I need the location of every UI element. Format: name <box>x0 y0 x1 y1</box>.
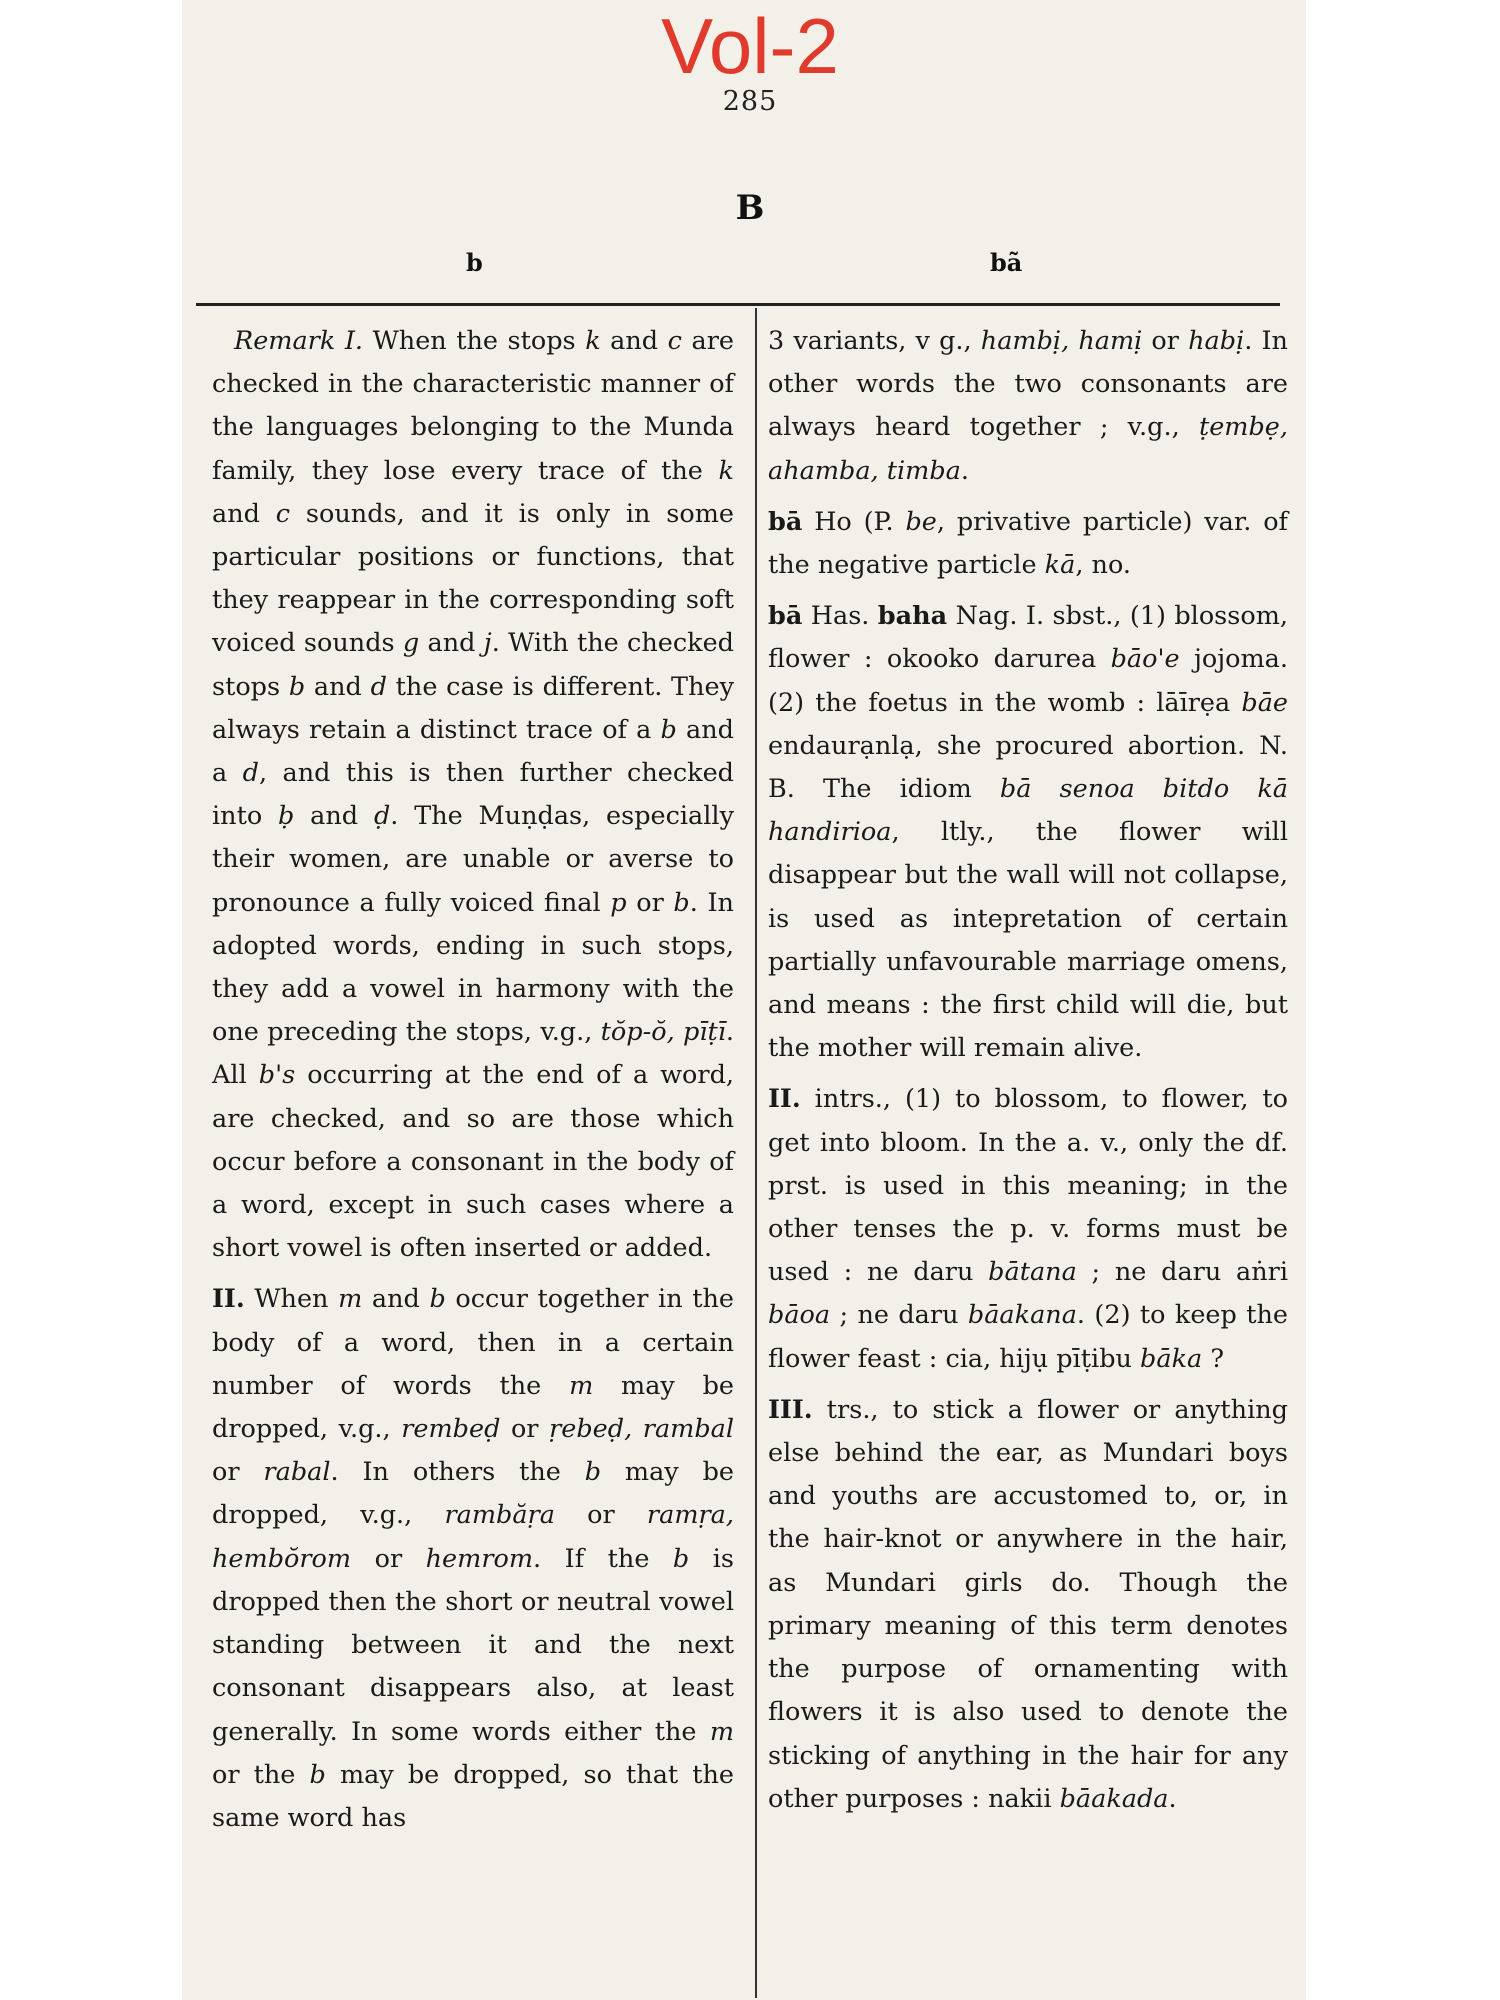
sense-label: II. <box>768 1084 801 1115</box>
header-rule <box>196 303 1280 306</box>
left-column <box>212 320 734 1848</box>
headword: bā <box>768 506 803 537</box>
entry-ba-has: bā Has. baha Nag. I. sbst., (1) blossom, flower : okooko darurea bāo'e jojoma. (2) the foetus in the womb : lāīrẹa bāe endaurạnlạ, she procured abortion. N. B. The idiom bā senoa bitdo kā handirioa, ltly., the flower will disappear but the wall will not collapse, is used as intepretation of certain partially unfavourable marriage omens, and means : the first child will die, but the mother will remain alive. <box>768 601 1288 1064</box>
variant-headword: baha <box>877 601 948 632</box>
volume-label: Vol-2 <box>661 2 839 90</box>
sense-label: III. <box>768 1394 813 1425</box>
entry-ba-ho: bā Ho (P. be, privative particle) var. of the negative particle kā, no. <box>768 506 1288 581</box>
headword: bā <box>768 601 803 632</box>
remark-label: Remark I. <box>234 326 364 356</box>
remark-one-paragraph: Remark I. When the stops k and c are checked in the characteristic manner of the languages belonging to the Munda family, they lose every trace of the k and c sounds, and it is only in some particular positions or functions, that they reappear in the corresponding soft voiced sounds g and j. With the checked stops b and d the case is different. They always retain a distinct trace of a b and a d, and this is then further checked into ḅ and ḍ. The Muṇḍas, especially their women, are unable or averse to pronounce a fully voiced final p or b. In adopted words, ending in such stops, they add a vowel in harmony with the one preceding the stops, v.g., tŏp-ŏ, pīṭī. All b's occurring at the end of a word, are checked, and so are those which occur before a consonant in the body of a word, except in such cases where a short vowel is often inserted or added. <box>212 326 734 1264</box>
guide-word-right: bã <box>990 248 1023 277</box>
column-divider <box>755 308 757 1998</box>
section-letter: B <box>735 188 765 228</box>
right-column <box>768 320 1288 1829</box>
continuation-paragraph: 3 variants, v g., hambị, hamị or habị. In other words the two consonants are always heard together ; v.g., ṭembẹ, ahamba, timba. <box>768 326 1288 486</box>
page-number: 285 <box>722 86 778 117</box>
sense-three-paragraph: III. trs., to stick a flower or anything else behind the ear, as Mundari boys and youths are accustomed to, or, in the hair-knot or anywhere in the hair, as Mundari girls do. Though the primary meaning of this term denotes the purpose of ornamenting with flowers it is also used to denote the sticking of anything in the hair for any other purposes : nakii bāakada. <box>768 1394 1288 1814</box>
remark-two-label: II. <box>212 1284 245 1315</box>
guide-word-left: b <box>466 248 483 277</box>
remark-two-paragraph: II. When m and b occur together in the body of a word, then in a certain number of words the m may be dropped, v.g., rembeḍ or ṛebeḍ, rambal or rabal. In others the b may be dropped, v.g., rambăṛa or ramṛa, hembŏrom or hemrom. If the b is dropped then the short or neutral vowel standing between it and the next consonant disappears also, at least generally. In some words either the m or the b may be dropped, so that the same word has <box>212 1284 735 1833</box>
sense-two-paragraph: II. intrs., (1) to blossom, to flower, to get into bloom. In the a. v., only the df. prst. is used in this meaning; in the other tenses the p. v. forms must be used : ne daru bātana ; ne daru aṅri bāoa ; ne daru bāakana. (2) to keep the flower feast : cia, hijụ pīṭibu bāka ? <box>768 1084 1288 1374</box>
